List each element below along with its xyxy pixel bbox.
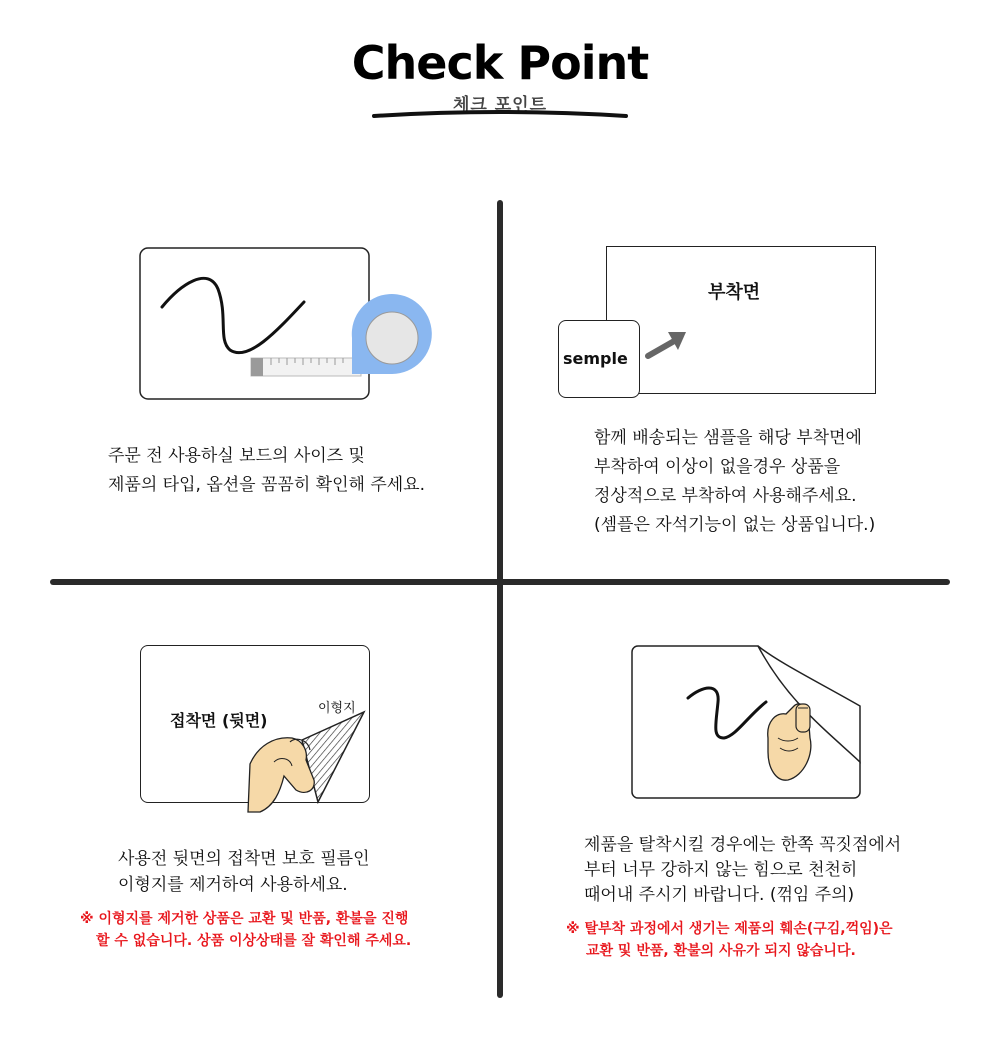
board-measure-illustration	[136, 244, 446, 404]
vertical-divider	[497, 200, 503, 998]
arrow-icon	[644, 326, 694, 362]
warning-text-2: 할 수 없습니다. 상품 이상상태를 잘 확인해 주세요.	[96, 933, 412, 949]
horizontal-divider	[50, 579, 950, 585]
instruction-text-5: 정상적으로 부착하여 사용해주세요.	[594, 486, 857, 506]
instruction-text-8: 이형지를 제거하여 사용하세요.	[118, 875, 348, 895]
instruction-text-10: 부터 너무 강하지 않는 힘으로 천천히	[584, 860, 858, 880]
sample-label: semple	[563, 349, 628, 368]
warning-text-3: ※ 탈부착 과정에서 생기는 제품의 훼손(구김,꺽임)은	[566, 921, 893, 937]
instruction-text-3: 함께 배송되는 샘플을 해당 부착면에	[594, 428, 862, 448]
warning-text-1: ※ 이형지를 제거한 상품은 교환 및 반품, 환불을 진행	[80, 911, 409, 927]
liner-label: 이형지	[318, 701, 356, 716]
page-title: Check Point	[351, 36, 649, 90]
page-subtitle: 체크 포인트	[452, 95, 548, 115]
instruction-text-7: 사용전 뒷면의 접착면 보호 필름인	[118, 849, 370, 869]
instruction-text-9: 제품을 탈착시킬 경우에는 한쪽 꼭짓점에서	[584, 835, 902, 855]
attach-surface-label: 부착면	[708, 282, 761, 303]
instruction-text-4: 부착하여 이상이 없을경우 상품을	[594, 457, 841, 477]
adhesive-label: 접착면 (뒷면)	[170, 711, 268, 730]
attach-surface	[606, 246, 876, 394]
warning-text-4: 교환 및 반품, 환불의 사유가 되지 않습니다.	[586, 943, 856, 959]
hand-peeling-icon	[244, 706, 374, 818]
instruction-text-2: 제품의 타입, 옵션을 꼼꼼히 확인해 주세요.	[108, 475, 426, 495]
corner-peel-illustration	[628, 642, 864, 802]
instruction-text-1: 주문 전 사용하실 보드의 사이즈 및	[108, 446, 365, 466]
title-underline	[360, 106, 640, 126]
instruction-text-6: (셈플은 자석기능이 없는 상품입니다.)	[594, 515, 876, 535]
instruction-text-11: 때어내 주시기 바랍니다. (꺾임 주의)	[584, 885, 855, 905]
